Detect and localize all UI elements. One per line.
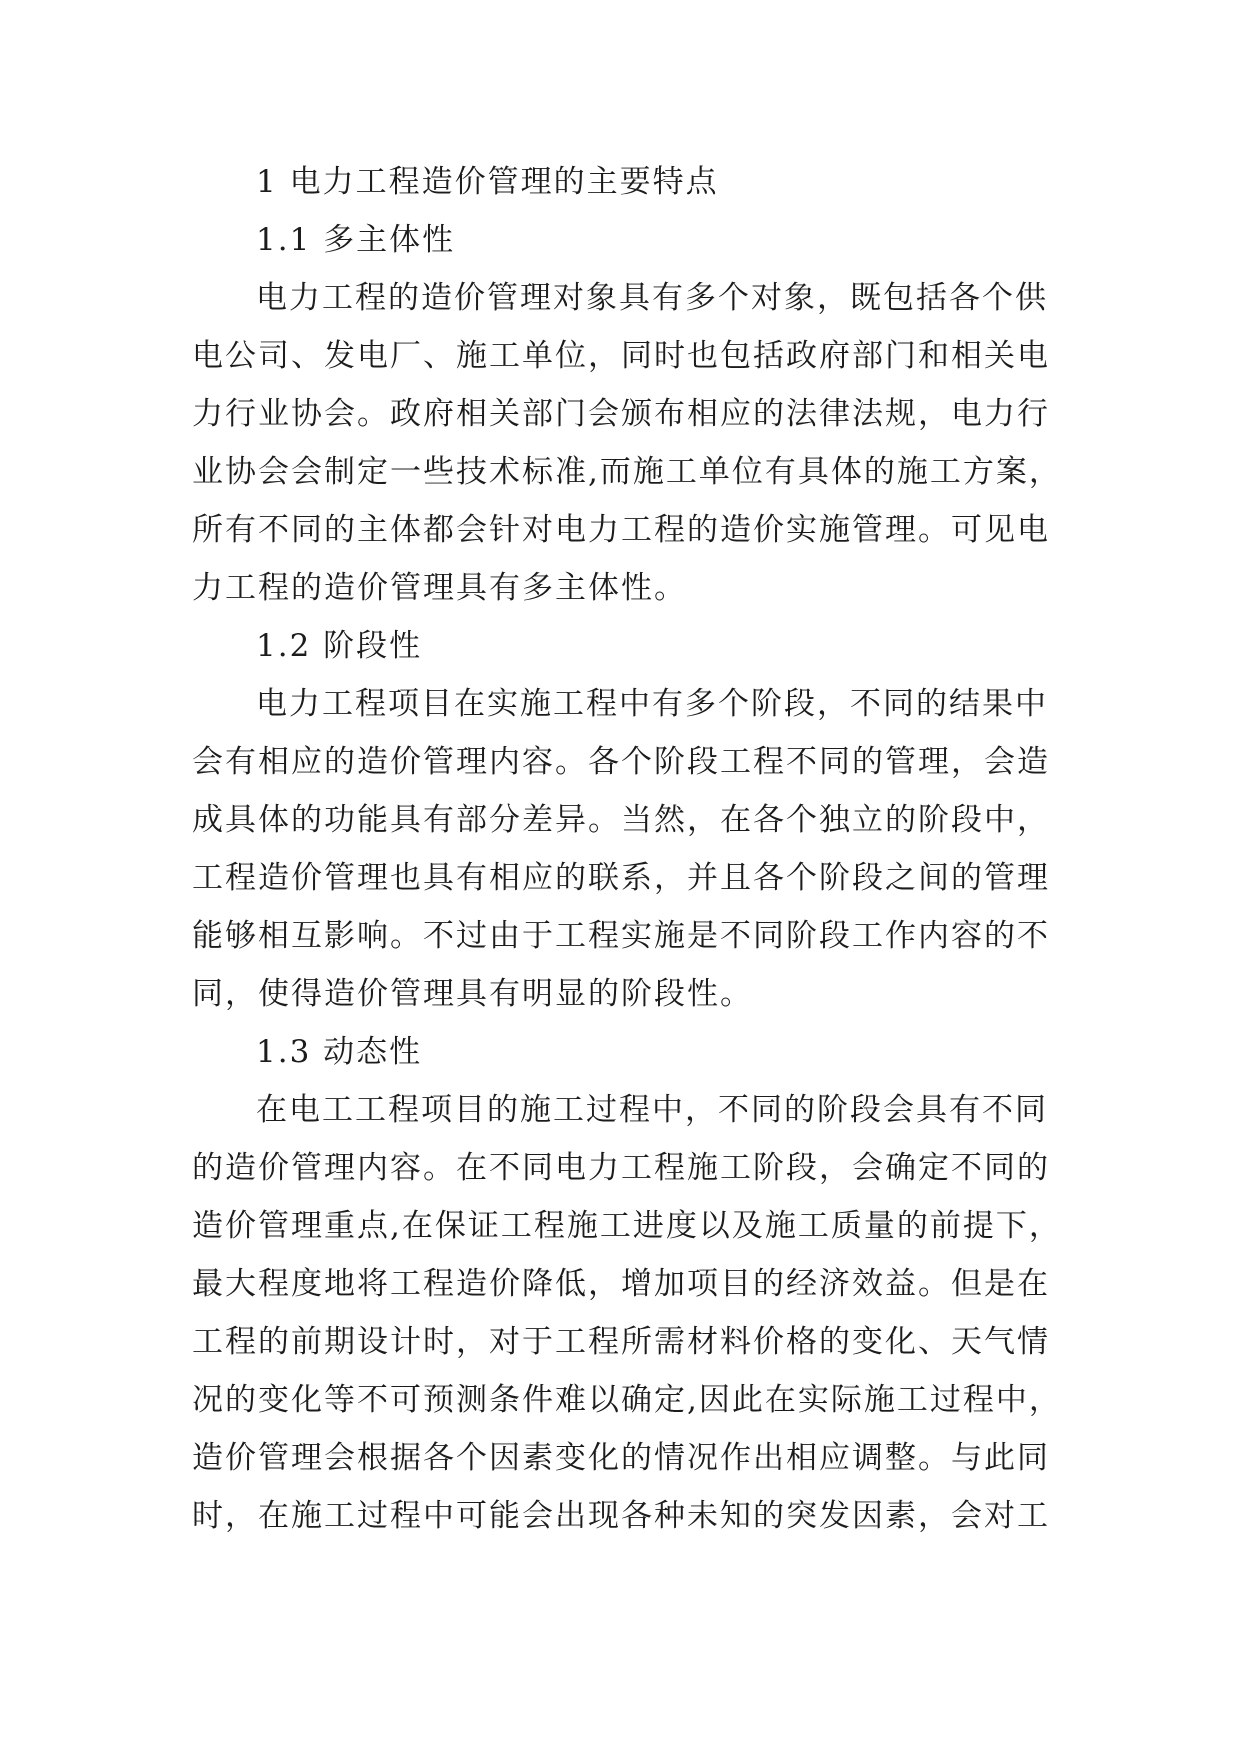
text-line: 同，使得造价管理具有明显的阶段性。	[192, 976, 753, 1012]
subsection-heading-1-1: 1.1 多主体性	[256, 222, 456, 258]
text-line: 会有相应的造价管理内容。各个阶段工程不同的管理，会造	[192, 744, 1050, 780]
paragraph-dynamic	[192, 1081, 1062, 1545]
text-line: 电公司、发电厂、施工单位，同时也包括政府部门和相关电	[192, 338, 1050, 374]
text-line: 工程的前期设计时，对于工程所需材料价格的变化、天气情	[192, 1324, 1050, 1360]
text-line: 所有不同的主体都会针对电力工程的造价实施管理。可见电	[192, 512, 1050, 548]
section-heading-1: 1 电力工程造价管理的主要特点	[256, 164, 719, 200]
text-line: 能够相互影响。不过由于工程实施是不同阶段工作内容的不	[192, 918, 1050, 954]
text-line: 电力工程项目在实施工程中有多个阶段，不同的结果中	[256, 686, 1048, 722]
text-line: 力行业协会。政府相关部门会颁布相应的法律法规，电力行	[192, 396, 1050, 432]
text-line: 电力工程的造价管理对象具有多个对象，既包括各个供	[256, 280, 1048, 316]
text-line: 的造价管理内容。在不同电力工程施工阶段，会确定不同的	[192, 1150, 1050, 1186]
paragraph-stages	[192, 675, 1052, 1023]
text-line: 成具体的功能具有部分差异。当然，在各个独立的阶段中，	[192, 802, 1050, 838]
text-line: 况的变化等不可预测条件难以确定,因此在实际施工过程中，	[192, 1382, 1062, 1418]
subsection-heading-1-3: 1.3 动态性	[256, 1034, 423, 1070]
text-line: 造价管理会根据各个因素变化的情况作出相应调整。与此同	[192, 1440, 1050, 1476]
text-line: 业协会会制定一些技术标准,而施工单位有具体的施工方案，	[192, 454, 1062, 490]
text-line: 时，在施工过程中可能会出现各种未知的突发因素，会对工	[192, 1498, 1050, 1534]
text-line: 造价管理重点,在保证工程施工进度以及施工质量的前提下，	[192, 1208, 1062, 1244]
text-line: 最大程度地将工程造价降低，增加项目的经济效益。但是在	[192, 1266, 1050, 1302]
text-line: 在电工工程项目的施工过程中，不同的阶段会具有不同	[256, 1092, 1048, 1128]
document-body	[192, 153, 1062, 1545]
paragraph-multi-subject	[192, 269, 1062, 617]
subsection-heading-1-2: 1.2 阶段性	[256, 628, 423, 664]
text-line: 工程造价管理也具有相应的联系，并且各个阶段之间的管理	[192, 860, 1050, 896]
text-line: 力工程的造价管理具有多主体性。	[192, 570, 687, 606]
